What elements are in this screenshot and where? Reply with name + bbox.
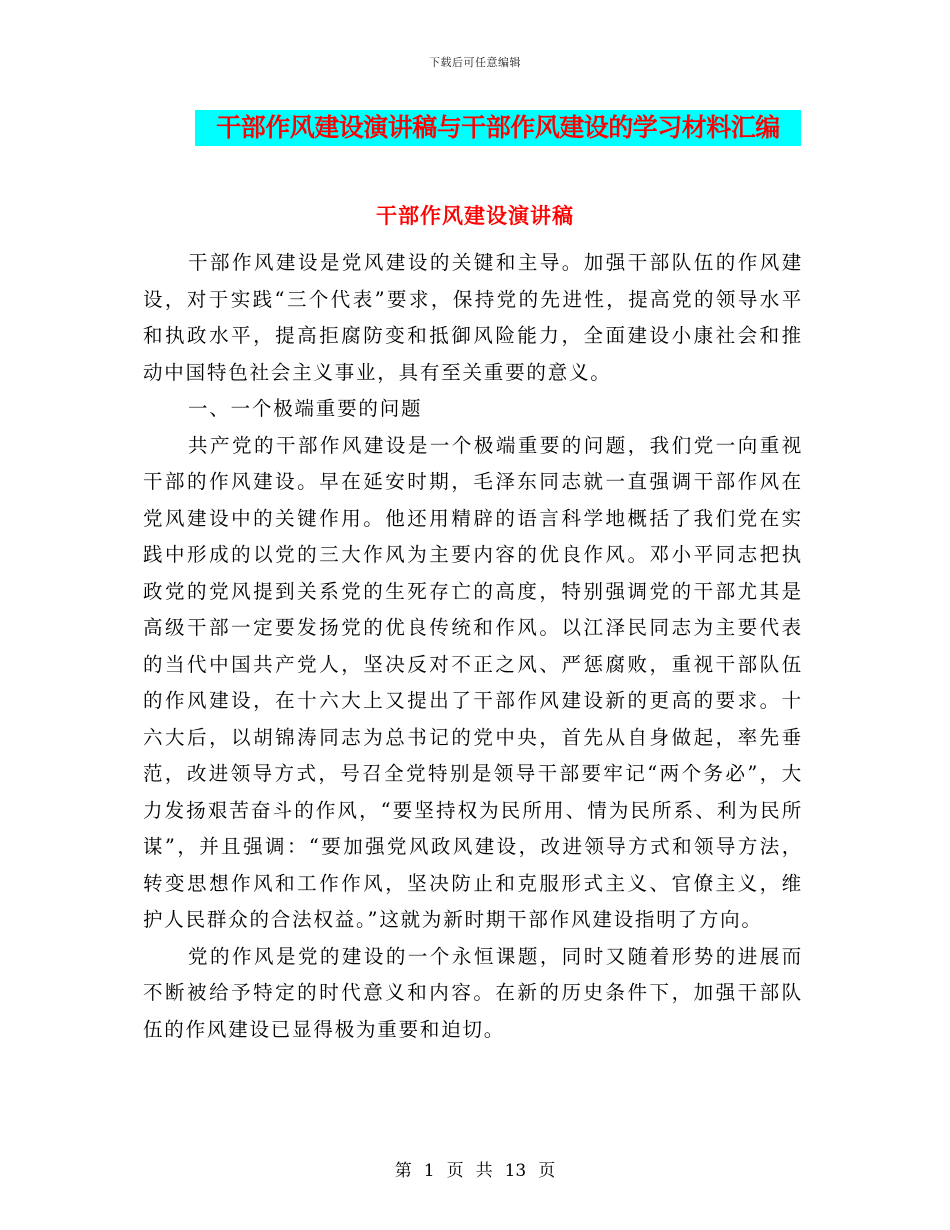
document-title: 干部作风建设演讲稿与干部作风建设的学习材料汇编 (216, 113, 780, 142)
paragraph-importance: 党的作风是党的建设的一个永恒课题，同时又随着形势的进展而不断被给予特定的时代意义和内容。在新的历史条件下，加强干部队伍的作风建设已显得极为重要和迫切。 (143, 944, 803, 1041)
footer-label-total: 共 (475, 1161, 493, 1181)
footer-label-total-unit: 页 (538, 1161, 556, 1181)
paragraph-history: 共产党的干部作风建设是一个极端重要的问题，我们党一向重视干部的作风建设。早在延安时期，毛泽东同志就一直强调干部作风在党风建设中的关键作用。他还用精辟的语言科学地概括了我们党在实践中形成的以党的三大作风为主要内容的优良作风。邓小平同志把执政党的党风提到关系党的生死存亡的高度，特别强调党的干部尤其是高级干部一定要发扬党的优良传统和作风。以江泽民同志为主要代表的当代中国共产党人，坚决反对不正之风、严惩腐败，重视干部队伍的作风建设，在十六大上又提出了干部作风建设新的更高的要求。十六大后，以胡锦涛同志为总书记的党中央，首先从自身做起，率先垂范，改进领导方式，号召全党特别是领导干部要牢记“两个务必”，大力发扬艰苦奋斗的作风，“要坚持权为民所用、情为民所系、利为民所谋”，并且强调：“要加强党风政风建设，改进领导方式和领导方法，转变思想作风和工作作风，坚决防止和克服形式主义、官僚主义，维护人民群众的合法权益。”这就为新时期干部作风建设指明了方向。 (143, 433, 803, 931)
header-note: 下载后可任意编辑 (429, 56, 521, 69)
paragraph-intro: 干部作风建设是党风建设的关键和主导。加强干部队伍的作风建设，对于实践“三个代表”要求，保持党的先进性，提高党的领导水平和执政水平，提高拒腐防变和抵御风险能力，全面建设小康社会和推动中国特色社会主义事业，具有至关重要的意义。 (143, 251, 803, 384)
footer-total-pages: 13 (504, 1161, 527, 1181)
footer-page-number: 1 (423, 1161, 435, 1181)
footer-label-page-unit: 页 (446, 1161, 464, 1181)
section-title: 干部作风建设演讲稿 (376, 204, 574, 228)
document-body (143, 245, 803, 1048)
document-title-highlight (195, 110, 801, 146)
subheading-1: 一、一个极端重要的问题 (188, 397, 423, 420)
page-footer (0, 1156, 950, 1181)
footer-label-page: 第 (394, 1161, 412, 1181)
